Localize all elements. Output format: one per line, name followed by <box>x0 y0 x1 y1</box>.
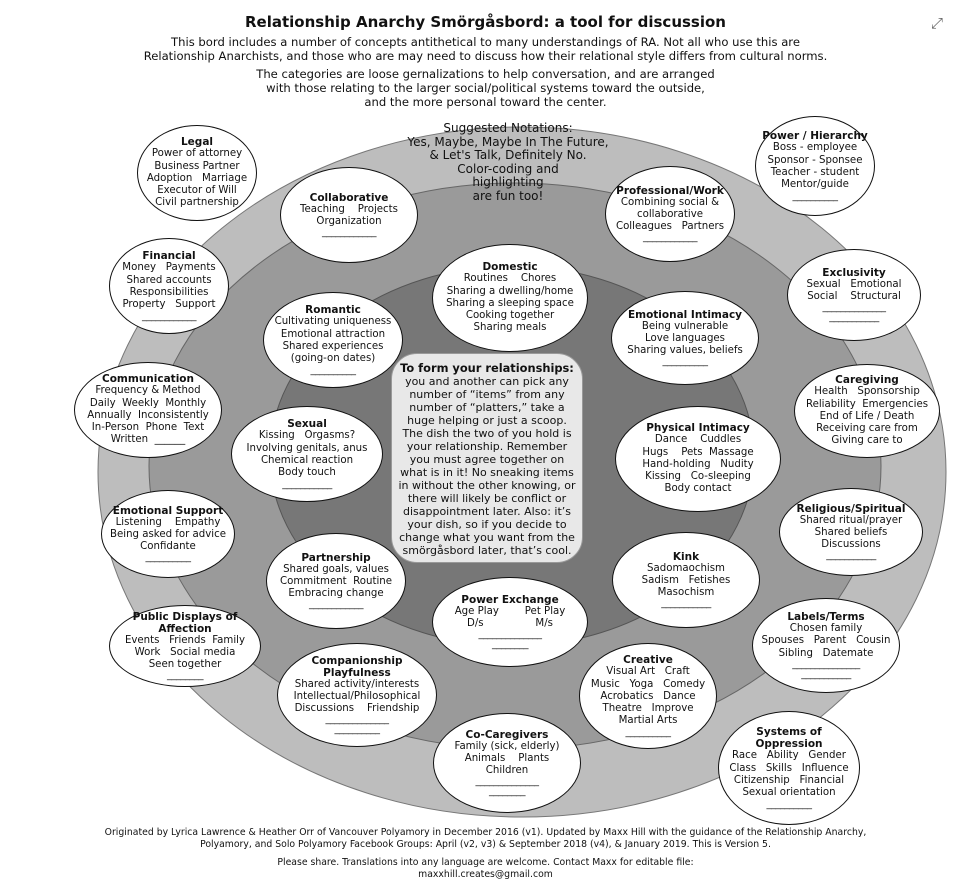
platter-communication <box>74 362 222 458</box>
platter-item: Spouses Parent Cousin <box>761 635 891 647</box>
platter-item: Chemical reaction <box>260 455 354 466</box>
platter-item: Mentor/guide <box>781 179 849 191</box>
platter-item: Money Payments <box>122 262 216 274</box>
platter-sexual <box>231 406 383 502</box>
platter-item: Citizenship Financial <box>733 775 845 786</box>
platter-item: Sexual Emotional <box>806 278 902 290</box>
platter-systems-of-oppression <box>718 711 860 825</box>
platter-title: Financial <box>142 250 196 263</box>
platter-legal <box>137 125 257 221</box>
platter-item: Events Friends Family <box>124 634 246 646</box>
platter-title: Labels/Terms <box>787 611 865 624</box>
platter-title: Communication <box>102 373 194 386</box>
platter-blank-line: ______________ <box>475 776 539 788</box>
platter-item: Colleagues Partners <box>615 221 725 233</box>
notation-line: Color-coding and <box>457 161 559 176</box>
platter-blank-line: __________ <box>792 190 838 202</box>
platter-title: Sexual <box>287 418 327 431</box>
platter-item: Discussions <box>821 539 881 551</box>
platter-item: Sadomaochism <box>647 562 725 574</box>
diagram-title: Relationship Anarchy Smörgåsbord: a tool for discussion <box>245 13 726 31</box>
platter-title: Professional/Work <box>616 184 724 197</box>
platter-blank-line: __________ <box>662 356 708 368</box>
platter-item: Visual Art Craft <box>606 666 690 678</box>
platter-item: Being vulnerable <box>641 320 729 332</box>
platter-item: Emotional attraction <box>280 328 386 340</box>
platter-exclusivity <box>787 249 921 341</box>
platter-blank-line: ___________ <box>282 478 332 490</box>
platter-item: Combining social & <box>620 196 720 208</box>
platter-blank-line: ________ <box>167 670 203 682</box>
platter-item: Business Partner <box>154 160 240 172</box>
platter-creative <box>579 643 717 749</box>
contact-email: maxxhill.creates@gmail.com <box>418 868 553 880</box>
platter-item: Boss - employee <box>772 142 858 154</box>
platter-item: Sharing values, beliefs <box>627 345 743 357</box>
intro-line: The categories are loose gernalizations to help conversation, and are arranged <box>256 67 715 81</box>
expand-icon[interactable]: ⤢ <box>930 14 943 32</box>
platter-blank-line: ___________ <box>829 312 879 324</box>
platter-blank-line: __________ <box>310 364 356 376</box>
platter-title: Power Exchange <box>461 593 559 606</box>
platter-title: Emotional Support <box>112 504 224 517</box>
platter-public-displays-of-affection <box>109 605 261 687</box>
platter-item: End of Life / Death <box>819 410 915 422</box>
platter-item: Acrobatics Dance <box>600 690 696 702</box>
platter-item: Seen together <box>148 659 222 671</box>
platter-item: Executor of Will <box>157 185 237 197</box>
platter-title: Romantic <box>305 304 361 317</box>
notation-line: Yes, Maybe, Maybe In The Future, <box>407 134 609 149</box>
platter-item: Frequency & Method <box>95 385 201 397</box>
platter-item: Listening Empathy <box>115 516 221 528</box>
platter-item: Hand-holding Nudity <box>642 458 754 470</box>
platter-item: Cooking together <box>465 310 555 322</box>
platter-blank-line: __________ <box>766 798 812 810</box>
platter-partnership <box>266 533 406 629</box>
platter-title: Companionship Playfulness <box>311 654 403 679</box>
platter-item: Teaching Projects <box>300 203 398 215</box>
platter-blank-line: ___________ <box>661 598 711 610</box>
platter-power-hierarchy <box>755 116 875 216</box>
platter-emotional-support <box>101 490 235 578</box>
notation-line: highlighting <box>472 175 544 189</box>
platter-blank-line: ______________ <box>478 629 542 641</box>
platter-blank-line: ___________ <box>801 668 851 680</box>
platter-item: Love languages <box>644 332 725 344</box>
intro-line: Relationship Anarchists, and those who are may need to discuss how their relational style differs from cultural norms. <box>143 49 828 63</box>
platter-title: Systems of Oppression <box>755 726 823 751</box>
platter-kink <box>612 532 760 628</box>
platter-title: Kink <box>672 550 700 563</box>
platter-item: D/s M/s <box>467 618 553 629</box>
platter-item: Civil partnership <box>155 197 239 209</box>
platter-co-caregivers <box>433 713 581 813</box>
platter-item: Daily Weekly Monthly <box>89 397 207 409</box>
platter-item: Chosen family <box>789 623 863 635</box>
platter-item: Animals Plants <box>464 752 550 764</box>
platter-item: Written ______ <box>110 434 186 446</box>
platter-item: Martial Arts <box>618 715 678 727</box>
platter-caregiving <box>794 364 940 458</box>
platter-title: Co-Caregivers <box>465 728 549 741</box>
platter-title: Public Displays of Affection <box>132 610 238 635</box>
platter-blank-line: ____________ <box>142 310 196 322</box>
platter-title: Physical Intimacy <box>646 422 750 435</box>
platter-item: Sharing meals <box>473 322 547 334</box>
credits <box>20 827 951 850</box>
platter-item: Body touch <box>278 467 336 479</box>
intro-line: This bord includes a number of concepts antithetical to many understandings of RA. Not all who use this are <box>171 35 800 49</box>
platter-title: Collaborative <box>309 191 389 204</box>
platter-title: Exclusivity <box>822 266 886 279</box>
platter-item: Responsibilities <box>129 287 209 298</box>
platter-item: Sharing a sleeping space <box>446 297 574 309</box>
platter-item: Confidante <box>140 541 196 553</box>
credits-line: Polyamory, and Solo Polyamory Facebook Groups: April (v2, v3) & September 2018 (v4), & January 2019. This is Version 5. <box>200 838 771 850</box>
platter-item: Commitment Routine <box>280 575 392 587</box>
credits-line: Originated by Lyrica Lawrence & Heather Orr of Vancouver Polyamory in December 2016 (v1). Updated by Maxx Hill with the guidance of the Relationship Anarchy, <box>104 827 867 838</box>
platter-blank-line: ___________ <box>826 550 876 562</box>
platter-item: Annually Inconsistently <box>87 409 209 421</box>
platter-blank-line: _______________ <box>792 658 860 670</box>
platter-item: Work Social media <box>134 646 236 658</box>
platter-item: Health Sponsorship <box>814 386 920 398</box>
platter-item: Social Structural <box>807 291 901 302</box>
platter-item: Involving genitals, anus <box>246 442 368 454</box>
platter-item: Giving care to <box>831 435 903 447</box>
platter-item: Class Skills Influence <box>729 762 849 774</box>
platter-item: In-Person Phone Text <box>91 422 205 434</box>
platter-item: Masochism <box>657 587 715 599</box>
platter-item: Children <box>485 765 529 777</box>
platter-item: Property Support <box>122 299 216 311</box>
platter-title: Religious/Spiritual <box>796 502 906 515</box>
center-instructions <box>391 353 583 563</box>
platter-item: Shared experiences <box>282 341 384 352</box>
platter-title: Partnership <box>301 551 371 564</box>
platter-power-exchange <box>432 577 588 667</box>
platter-item: Sharing a dwelling/home <box>446 285 574 297</box>
share-line: Please share. Translations into any language are welcome. Contact Maxx for editable file: <box>277 857 694 868</box>
center-heading: To form your relationships: <box>400 361 574 375</box>
platter-blank-line: ____________ <box>309 599 363 611</box>
platter-blank-line: __________ <box>334 724 380 736</box>
platter-item: Shared activity/interests <box>294 678 420 690</box>
platter-item: Sadism Fetishes <box>641 574 731 586</box>
platter-romantic <box>263 292 403 388</box>
platter-item: Race Ability Gender <box>732 750 846 762</box>
platter-blank-line: ____________ <box>643 232 697 244</box>
platter-title: Power / Hierarchy <box>762 130 868 143</box>
platter-item: Adoption Marriage <box>146 172 248 184</box>
platter-item: Teacher - student <box>770 167 860 178</box>
platter-religious-spiritual <box>779 488 923 576</box>
platter-title: Domestic <box>482 261 538 274</box>
platter-professional-work <box>605 166 735 262</box>
notation-line: are fun too! <box>472 188 544 203</box>
platter-item: Organization <box>316 216 382 227</box>
platter-blank-line: __________ <box>145 552 191 564</box>
platter-item: Receiving care from <box>816 423 918 435</box>
platter-physical-intimacy <box>615 406 781 512</box>
platter-item: Age Play Pet Play <box>454 605 566 617</box>
platter-blank-line: ________ <box>489 786 525 798</box>
platter-item: Being asked for advice <box>110 528 226 540</box>
platter-item: Sibling Datemate <box>778 647 874 659</box>
platter-blank-line: __________ <box>625 726 671 738</box>
platter-item: Cultivating uniqueness <box>274 316 392 328</box>
platter-emotional-intimacy <box>611 291 759 385</box>
platter-item: Dance Cuddles <box>654 434 742 446</box>
platter-title: Legal <box>180 136 213 149</box>
platter-title: Creative <box>623 654 673 667</box>
platter-labels-terms <box>752 598 900 693</box>
platter-item: Shared ritual/prayer <box>799 514 903 526</box>
platter-blank-line: ________ <box>492 639 528 651</box>
platter-item: Family (sick, elderly) <box>454 740 560 752</box>
platter-item: collaborative <box>637 208 703 220</box>
platter-item: Embracing change <box>288 588 384 600</box>
platter-item: Kissing Co-sleeping <box>645 471 751 483</box>
platter-item: Discussions Friendship <box>294 703 420 715</box>
platter-item: (going-on dates) <box>290 353 376 365</box>
platter-item: Power of attorney <box>151 148 243 160</box>
platter-blank-line: ____________ <box>322 227 376 239</box>
platter-item: Kissing Orgasms? <box>258 430 356 442</box>
platter-item: Theatre Improve <box>602 703 694 715</box>
platter-companionship-playfulness <box>277 643 437 747</box>
platter-item: Sponsor - Sponsee <box>767 154 863 166</box>
suggested-notations <box>392 122 624 203</box>
notation-line: Suggested Notations: <box>443 121 573 135</box>
platter-financial <box>109 238 229 334</box>
platter-item: Intellectual/Philosophical <box>293 690 421 702</box>
intro-line: with those relating to the larger social/political systems toward the outside, <box>266 81 705 95</box>
intro-line: and the more personal toward the center. <box>364 95 607 109</box>
platter-item: Music Yoga Comedy <box>590 678 706 690</box>
platter-item: Reliability Emergencies <box>805 398 929 410</box>
platter-collaborative <box>280 167 418 263</box>
platter-blank-line: ______________ <box>325 714 389 726</box>
platter-item: Shared beliefs <box>814 526 888 538</box>
platter-item: Shared accounts <box>126 274 212 286</box>
platter-item: Routines Chores <box>463 273 557 285</box>
center-body: you and another can pick any number of “items” from any number of “platters,” take a huge helping or just a scoop. The dish the two of you hold is your relationship. Remember you must agree together on what is in it! No sneaking items in without the other knowing, or there will likely be conflict or disappointment later. Also: it’s your dish, so if you decide to change what you want from the smörgåsbord later, that’s cool. <box>398 375 576 557</box>
platter-item: Hugs Pets Massage <box>642 446 754 458</box>
platter-item: Body contact <box>664 483 732 495</box>
notation-line: & Let's Talk, Definitely No. <box>429 148 587 162</box>
platter-domestic <box>432 244 588 352</box>
platter-title: Emotional Intimacy <box>627 308 743 321</box>
platter-item: Sexual orientation <box>742 787 836 799</box>
platter-item: Shared goals, values <box>283 563 389 575</box>
platter-title: Caregiving <box>835 374 899 387</box>
share-note <box>20 857 951 880</box>
platter-blank-line: ______________ <box>822 302 886 314</box>
